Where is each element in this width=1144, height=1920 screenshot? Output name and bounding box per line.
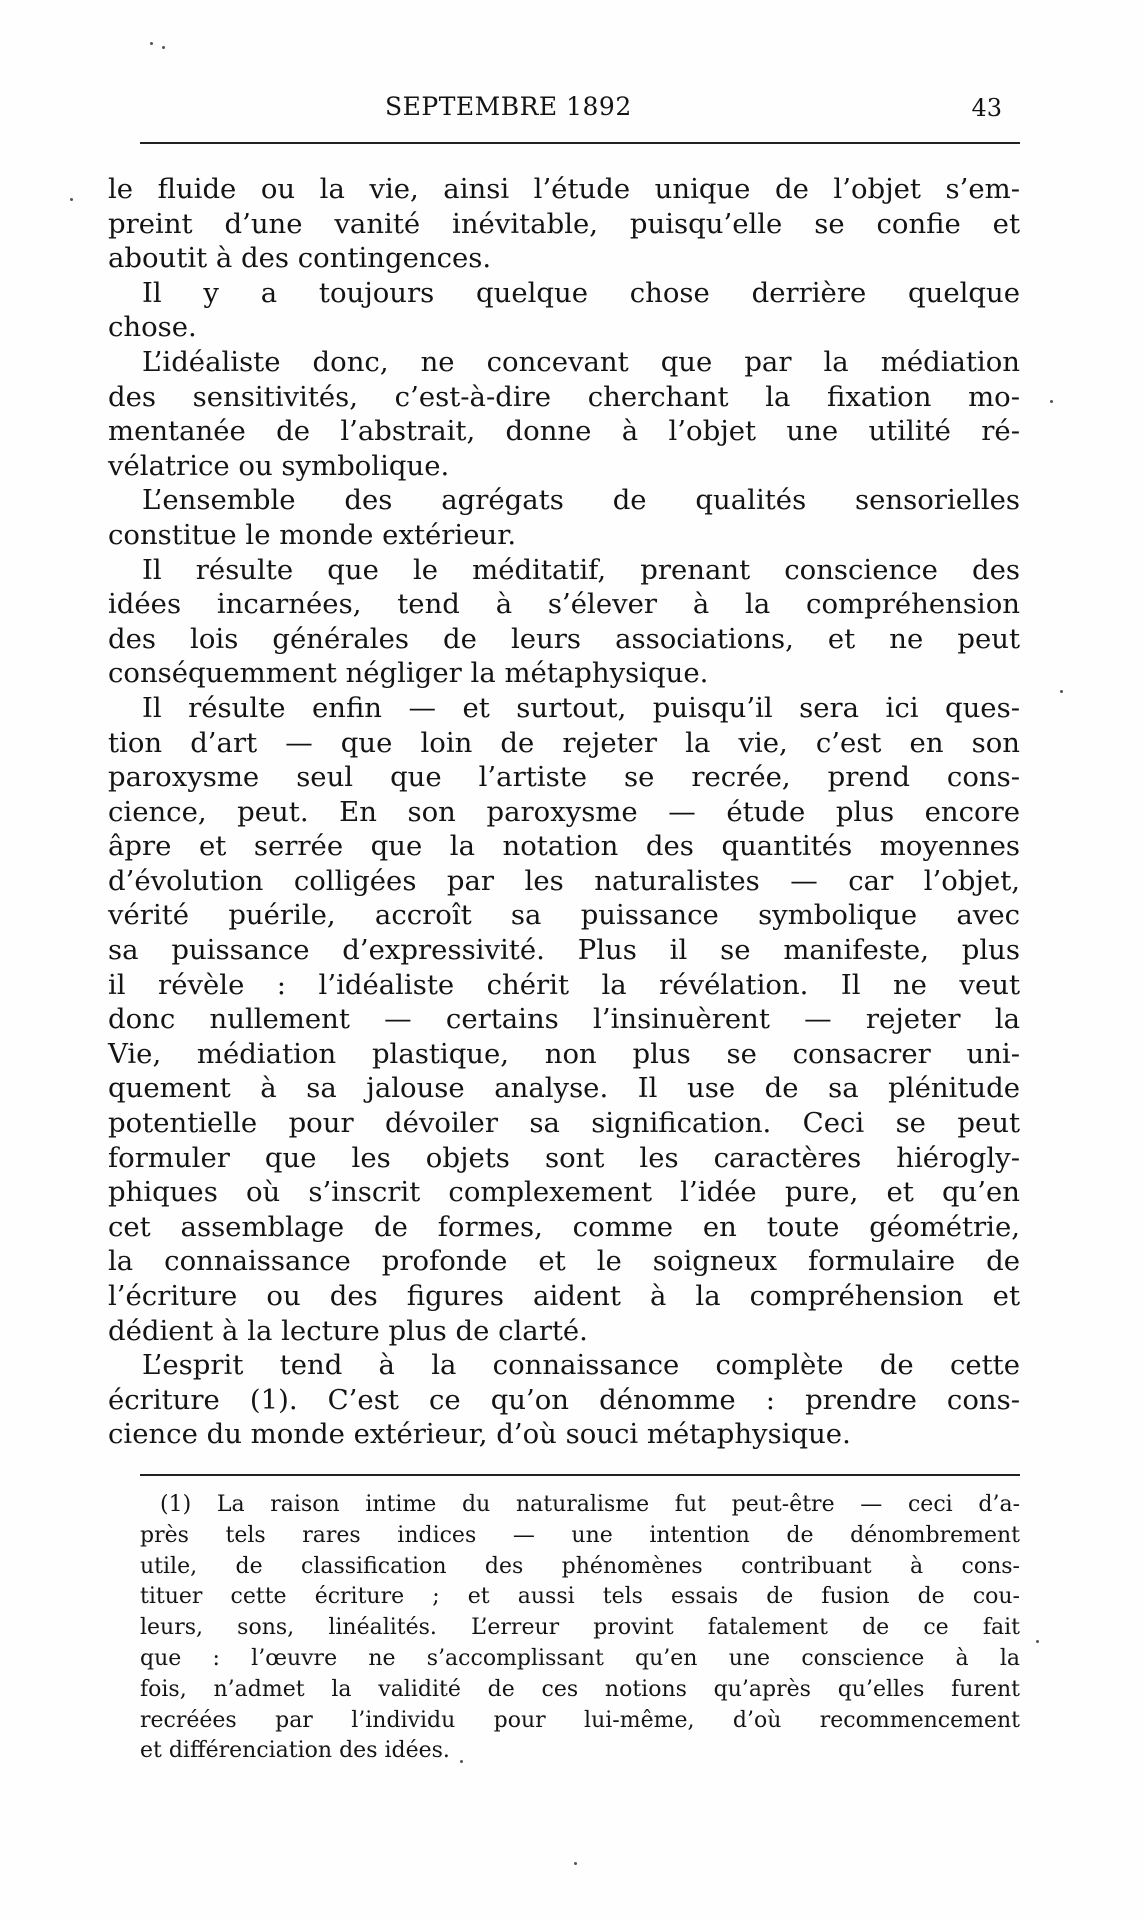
text-line: dédient à la lecture plus de clarté. [108,1314,588,1347]
text-line: sa puissance d’expressivité. Plus il se manifeste, plus [108,934,1020,967]
text-line: cet assemblage de formes, comme en toute géométrie, [108,1210,1020,1243]
text-line: quement à sa jalouse analyse. Il use de sa plénitude [108,1072,1020,1105]
scan-speck [162,46,165,49]
text-line: conséquemment négliger la métaphysique. [108,657,709,690]
scan-speck [70,198,73,201]
text-line: Vie, médiation plastique, non plus se consacrer uni- [108,1037,1020,1070]
scan-speck [1050,400,1053,403]
text-line: cience du monde extérieur, d’où souci métaphysique. [108,1418,851,1451]
text-line: L’idéaliste donc, ne concevant que par la médiation [142,345,1020,378]
text-line: Il y a toujours quelque chose derrière quelque [142,276,1020,309]
scan-speck [460,1760,463,1763]
text-line: l’écriture ou des figures aident à la compréhension et [108,1280,1020,1312]
text-line: mentanée de l’abstrait, donne à l’objet une utilité ré- [108,415,1020,448]
running-head [140,92,1020,132]
text-line: phiques où s’inscrit complexement l’idée pure, et qu’en [108,1176,1020,1209]
text-line: des sensitivités, c’est-à-dire cherchant la fixation mo- [108,380,1020,413]
header-rule [140,142,1020,144]
page-number: 43 [971,94,1002,122]
footnote-line: (1) La raison intime du naturalisme fut peut-être — ceci d’a- [160,1492,1020,1517]
footnote [140,1490,1020,1767]
body-text [108,172,1020,1452]
text-line: âpre et serrée que la notation des quantités moyennes [108,830,1020,863]
text-line: L’esprit tend à la connaissance complète de cette [142,1349,1020,1382]
footnote-line: recréées par l’individu pour lui-même, d’où recommencement [140,1707,1020,1733]
text-line: formuler que les objets sont les caractères hiérogly- [108,1141,1020,1174]
text-line: vérité puérile, accroît sa puissance symbolique avec [108,899,1020,932]
text-line: d’évolution colligées par les naturalistes — car l’objet, [108,864,1020,897]
text-line: le fluide ou la vie, ainsi l’étude unique de l’objet s’em- [108,173,1020,205]
scan-speck [150,42,153,45]
text-line: paroxysme seul que l’artiste se recrée, prend cons- [108,761,1020,794]
text-line: des lois générales de leurs associations, et ne peut [108,622,1020,655]
text-line: chose. [108,311,197,344]
footnote-line: tituer cette écriture ; et aussi tels essais de fusion de cou- [140,1584,1020,1610]
running-title: SEPTEMBRE 1892 [385,92,632,121]
text-line: idées incarnées, tend à s’élever à la compréhension [108,588,1020,621]
text-line: aboutit à des contingences. [108,242,492,275]
footnote-rule [140,1474,1020,1476]
text-line: tion d’art — que loin de rejeter la vie, c’est en son [108,726,1020,759]
text-line: cience, peut. En son paroxysme — étude plus encore [108,795,1020,828]
text-line: la connaissance profonde et le soigneux formulaire de [108,1245,1020,1278]
text-line: Il résulte enfin — et surtout, puisqu’il sera ici ques- [142,691,1020,724]
text-line: vélatrice ou symbolique. [108,449,450,482]
footnote-line: que : l’œuvre ne s’accomplissant qu’en une conscience à la [140,1645,1020,1671]
scan-speck [1060,690,1063,693]
text-line: constitue le monde extérieur. [108,518,517,551]
text-line: potentielle pour dévoiler sa signification. Ceci se peut [108,1107,1020,1140]
footnote-line: près tels rares indices — une intention de dénombrement [140,1522,1020,1548]
text-line: L’ensemble des agrégats de qualités sensorielles [142,484,1020,517]
scan-speck [1036,1640,1039,1643]
text-line: il révèle : l’idéaliste chérit la révélation. Il ne veut [108,968,1020,1001]
text-line: donc nullement — certains l’insinuèrent — rejeter la [108,1003,1020,1036]
text-line: preint d’une vanité inévitable, puisqu’elle se confie et [108,207,1020,240]
text-line: Il résulte que le méditatif, prenant conscience des [142,553,1020,586]
footnote-line: et différenciation des idées. [140,1738,450,1764]
footnote-line: utile, de classification des phénomènes contribuant à cons- [140,1553,1020,1579]
text-line: écriture (1). C’est ce qu’on dénomme : prendre cons- [108,1383,1020,1416]
scan-speck [574,1862,577,1865]
footnote-line: fois, n’admet la validité de ces notions qu’après qu’elles furent [140,1676,1020,1702]
footnote-line: leurs, sons, linéalités. L’erreur provint fatalement de ce fait [140,1615,1020,1641]
